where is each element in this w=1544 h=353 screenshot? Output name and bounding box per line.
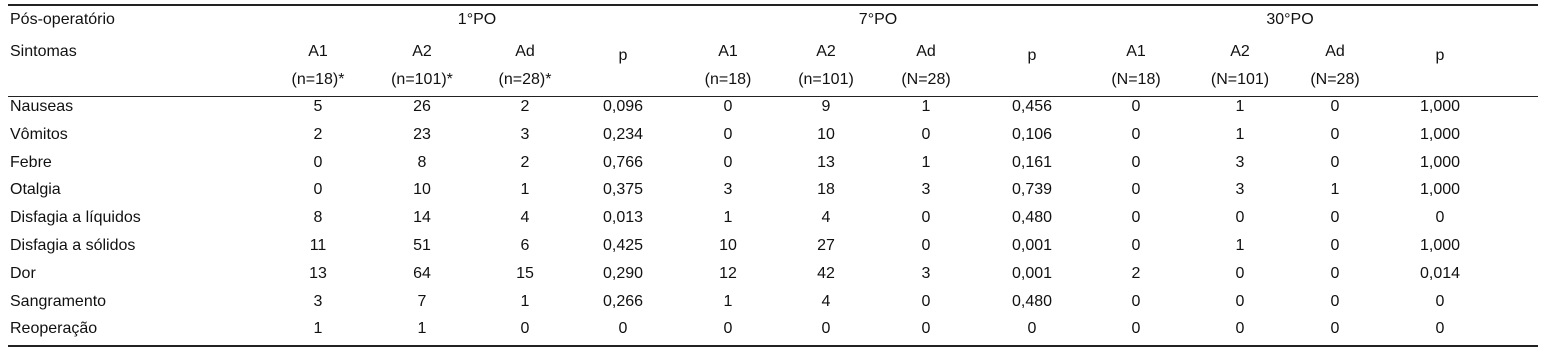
- sample-size: (n=18): [704, 71, 752, 88]
- table-cell: 0,014: [1419, 264, 1461, 282]
- header-postoperative-label: Pós-operatório: [10, 11, 115, 28]
- row-label: Dor: [10, 264, 36, 282]
- table-cell: 2: [520, 153, 530, 171]
- period-header: 1°PO: [457, 11, 497, 28]
- table-cell: 1,000: [1419, 237, 1461, 254]
- table-cell: 0: [723, 153, 733, 171]
- table-cell: 1,000: [1419, 125, 1461, 143]
- table-cell: 0,456: [1011, 98, 1053, 115]
- table-cell: 26: [413, 98, 431, 115]
- column-header: A1: [718, 43, 738, 60]
- table-cell: 9: [821, 98, 831, 115]
- table-cell: 0,739: [1011, 181, 1053, 199]
- table-cell: 42: [817, 264, 835, 282]
- table-cell: 0: [1330, 125, 1340, 143]
- table-cell: 51: [413, 237, 431, 254]
- sample-size: (N=28): [1310, 71, 1360, 88]
- table-cell: 1: [921, 98, 931, 115]
- table-cell: 1: [1235, 98, 1245, 115]
- table-cell: 0,013: [602, 209, 644, 227]
- table-cell: 0: [1131, 181, 1141, 199]
- table-cell: 0,234: [602, 125, 644, 143]
- table-cell: 0: [921, 125, 931, 143]
- table-cell: 1: [313, 320, 323, 338]
- column-header: A2: [412, 43, 432, 60]
- table-cell: 1: [417, 320, 427, 338]
- column-header: A1: [308, 43, 328, 60]
- column-header: Ad: [515, 43, 535, 60]
- table-cell: 13: [817, 153, 835, 171]
- table-cell: 0,375: [602, 181, 644, 199]
- table-cell: 0: [1027, 320, 1037, 338]
- sample-size: (N=28): [901, 71, 951, 88]
- table-cell: 0: [1131, 320, 1141, 338]
- table-cell: 10: [413, 181, 431, 199]
- table-cell: 0: [1235, 292, 1245, 310]
- sample-size: (N=101): [1210, 71, 1270, 88]
- table-cell: 0: [1330, 292, 1340, 310]
- table-cell: 8: [313, 209, 323, 227]
- table-cell: 0: [723, 98, 733, 115]
- table-cell: 0: [1435, 320, 1445, 338]
- table-cell: 0: [1330, 98, 1340, 115]
- table-cell: 1: [1235, 125, 1245, 143]
- column-header: p: [1027, 47, 1037, 64]
- table-cell: 3: [723, 181, 733, 199]
- table-cell: 3: [1235, 153, 1245, 171]
- table-cell: 0: [1235, 209, 1245, 227]
- header-rule: [8, 96, 1538, 97]
- table-cell: 2: [520, 98, 530, 115]
- table-cell: 0,106: [1011, 125, 1053, 143]
- table-cell: 27: [817, 237, 835, 254]
- table-cell: 1: [520, 181, 530, 199]
- table-cell: 3: [313, 292, 323, 310]
- table-cell: 0: [1235, 320, 1245, 338]
- table-cell: 0: [1330, 209, 1340, 227]
- table-cell: 0: [921, 237, 931, 254]
- column-header: Ad: [1325, 43, 1345, 60]
- table-cell: 0: [313, 153, 323, 171]
- table-cell: 7: [417, 292, 427, 310]
- column-header: A1: [1126, 43, 1146, 60]
- header-symptoms-label: Sintomas: [10, 43, 77, 60]
- table-cell: 64: [413, 264, 431, 282]
- row-label: Disfagia a sólidos: [10, 237, 136, 254]
- table-cell: 0: [1131, 98, 1141, 115]
- table-cell: 23: [413, 125, 431, 143]
- table-cell: 0: [921, 320, 931, 338]
- table-cell: 15: [516, 264, 534, 282]
- table-cell: 1: [520, 292, 530, 310]
- table-cell: 3: [921, 181, 931, 199]
- table-cell: 0: [1435, 209, 1445, 227]
- table-cell: 4: [520, 209, 530, 227]
- table-cell: 0,480: [1011, 292, 1053, 310]
- period-header: 30°PO: [1266, 11, 1314, 28]
- column-header: p: [1435, 47, 1445, 64]
- table-cell: 0: [1330, 237, 1340, 254]
- table-cell: 0: [1131, 237, 1141, 254]
- table-cell: 4: [821, 209, 831, 227]
- table-cell: 0: [1131, 153, 1141, 171]
- column-header: A2: [816, 43, 836, 60]
- table-cell: 1: [1330, 181, 1340, 199]
- table-cell: 13: [309, 264, 327, 282]
- table-cell: 1: [723, 209, 733, 227]
- table-cell: 5: [313, 98, 323, 115]
- table-cell: 0,001: [1011, 237, 1053, 254]
- table-cell: 8: [417, 153, 427, 171]
- table-cell: 1: [723, 292, 733, 310]
- table-cell: 0: [618, 320, 628, 338]
- table-cell: 3: [1235, 181, 1245, 199]
- table-cell: 2: [313, 125, 323, 143]
- table-cell: 6: [520, 237, 530, 254]
- table-cell: 0,096: [602, 98, 644, 115]
- table-cell: 2: [1131, 264, 1141, 282]
- column-header: A2: [1230, 43, 1250, 60]
- table-cell: 1: [921, 153, 931, 171]
- table-cell: 0,161: [1011, 153, 1053, 171]
- table-cell: 1,000: [1419, 181, 1461, 199]
- table-cell: 0,001: [1011, 264, 1053, 282]
- table-cell: 10: [817, 125, 835, 143]
- table-cell: 0,766: [602, 153, 644, 171]
- sample-size: (n=18)*: [291, 71, 345, 88]
- row-label: Sangramento: [10, 292, 107, 310]
- top-rule: [8, 4, 1538, 6]
- table-cell: 0: [1131, 209, 1141, 227]
- row-label: Nauseas: [10, 98, 74, 115]
- table-cell: 14: [413, 209, 431, 227]
- row-label: Otalgia: [10, 181, 61, 199]
- table-cell: 0: [921, 209, 931, 227]
- table-cell: 10: [719, 237, 737, 254]
- sample-size: (n=101): [798, 71, 854, 88]
- table-cell: 1,000: [1419, 153, 1461, 171]
- table-cell: 1,000: [1419, 98, 1461, 115]
- table-cell: 18: [817, 181, 835, 199]
- table-cell: 11: [309, 237, 327, 254]
- period-header: 7°PO: [858, 11, 898, 28]
- sample-size: (n=101)*: [391, 71, 453, 88]
- table-cell: 0: [723, 320, 733, 338]
- table-cell: 0,266: [602, 292, 644, 310]
- sample-size: (N=18): [1111, 71, 1161, 88]
- table-cell: 0,425: [602, 237, 644, 254]
- table-cell: 0: [723, 125, 733, 143]
- table-cell: 0: [921, 292, 931, 310]
- table-cell: 12: [719, 264, 737, 282]
- table-cell: 0: [1330, 264, 1340, 282]
- table-cell: 4: [821, 292, 831, 310]
- table-cell: 0: [1435, 292, 1445, 310]
- row-label: Febre: [10, 153, 52, 171]
- table-cell: 0: [821, 320, 831, 338]
- table-cell: 0: [1235, 264, 1245, 282]
- table-cell: 3: [921, 264, 931, 282]
- table-cell: 0: [313, 181, 323, 199]
- row-label: Vômitos: [10, 125, 68, 143]
- table-cell: 0: [1330, 153, 1340, 171]
- row-label: Reoperação: [10, 320, 98, 338]
- table-cell: 0: [1330, 320, 1340, 338]
- table-cell: 0: [1131, 125, 1141, 143]
- table-cell: 0,290: [602, 264, 644, 282]
- column-header: Ad: [916, 43, 936, 60]
- row-label: Disfagia a líquidos: [10, 209, 141, 227]
- column-header: p: [618, 47, 628, 64]
- bottom-rule: [8, 345, 1538, 347]
- table-cell: 0: [1131, 292, 1141, 310]
- table-cell: 1: [1235, 237, 1245, 254]
- table-cell: 0: [520, 320, 530, 338]
- sample-size: (n=28)*: [498, 71, 552, 88]
- table-cell: 3: [520, 125, 530, 143]
- table-cell: 0,480: [1011, 209, 1053, 227]
